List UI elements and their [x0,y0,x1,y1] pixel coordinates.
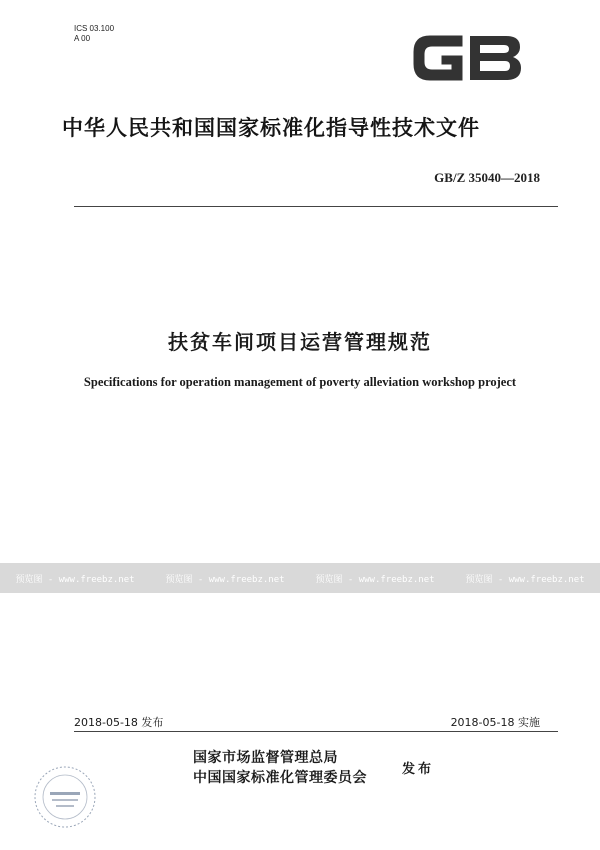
top-divider [74,206,558,207]
implement-date: 2018-05-18 实施 [450,716,540,729]
standard-number: GB/Z 35040—2018 [434,170,540,185]
gb-logo [408,30,526,86]
document-category: 中华人民共和国国家标准化指导性技术文件 [62,116,480,140]
classification-codes [74,24,114,44]
watermark-text: 预览图 - www.freebz.net [15,574,135,585]
publisher-block [193,748,367,788]
ics-code: ICS 03.100 [74,24,115,33]
registration-stamp-icon [30,762,100,832]
publisher-line-1: 国家市场监督管理总局 [193,750,338,766]
watermark-text: 预览图 - www.freebz.net [315,574,435,585]
publish-label: 发布 [402,762,435,777]
issue-date: 2018-05-18 发布 [74,716,164,729]
watermark-band [0,563,600,593]
ccs-code: A 00 [74,34,91,43]
watermark-text: 预览图 - www.freebz.net [165,574,285,585]
bottom-divider [74,731,558,732]
watermark-text: 预览图 - www.freebz.net [465,574,585,585]
title-chinese: 扶贫车间项目运营管理规范 [168,330,432,354]
title-english: Specifications for operation management of poverty alleviation workshop project [83,375,517,389]
publisher-line-2: 中国国家标准化管理委员会 [193,770,367,786]
